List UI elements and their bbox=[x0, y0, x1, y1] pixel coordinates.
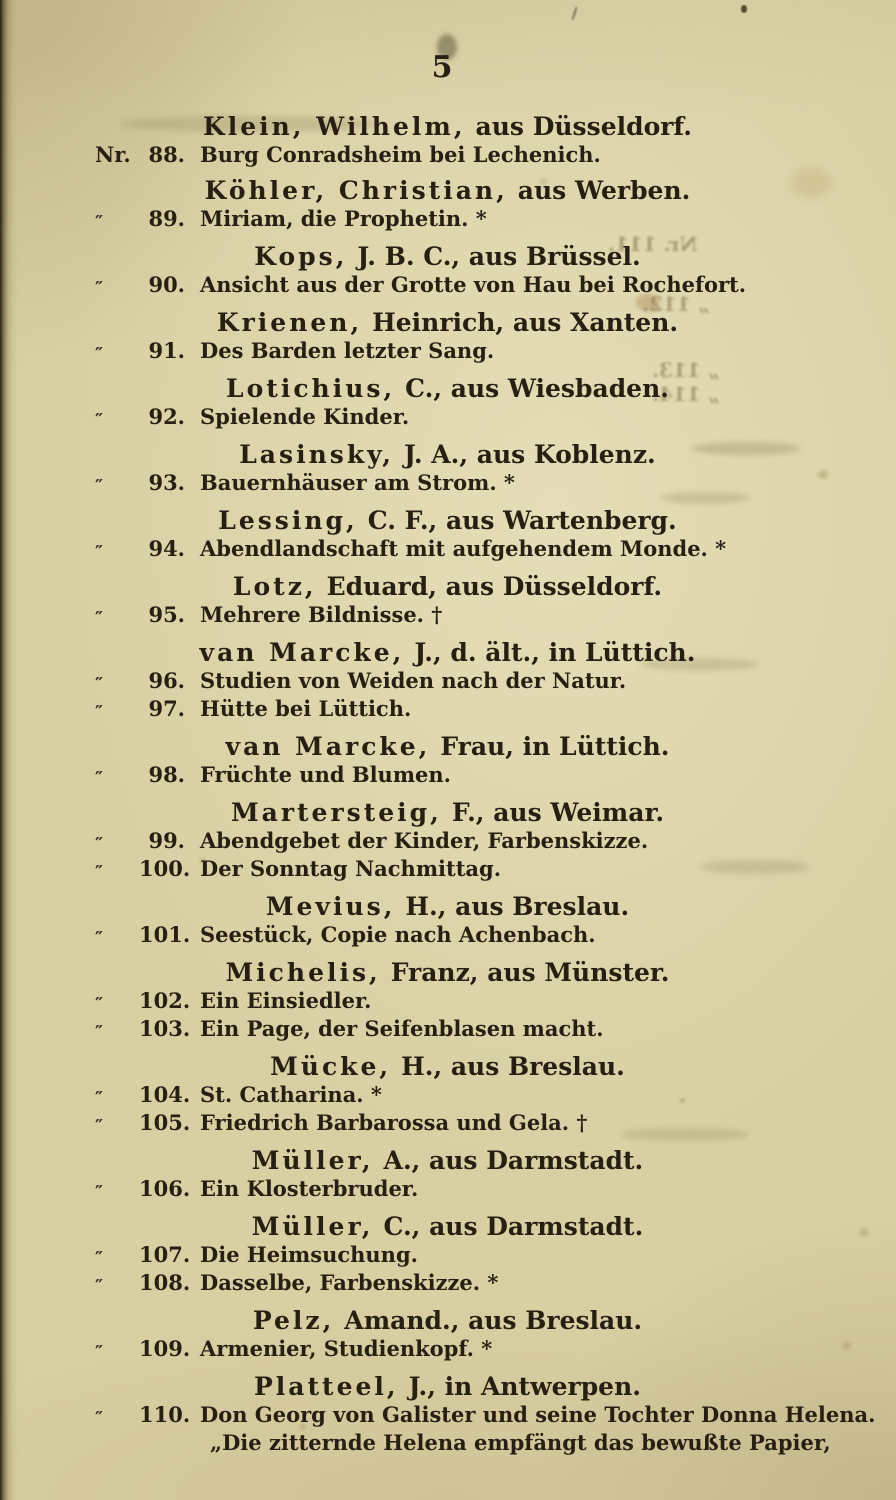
catalog-entry bbox=[95, 338, 840, 366]
artist-section-lotichius bbox=[95, 374, 840, 432]
entry-number: 103. bbox=[139, 1016, 191, 1041]
artist-name: Kops, bbox=[254, 242, 348, 271]
entry-number: 108. bbox=[139, 1270, 191, 1295]
artist-name: Mücke, bbox=[270, 1052, 392, 1081]
artist-name: Lessing, bbox=[218, 506, 358, 535]
entry-title: Spielende Kinder. bbox=[200, 404, 410, 429]
artist-origin: aus Werben. bbox=[517, 176, 691, 205]
ditto-mark: ″ bbox=[95, 212, 104, 233]
entry-prefix: Nr. bbox=[95, 142, 131, 167]
entry-title: Miriam, die Prophetin. * bbox=[200, 206, 487, 231]
ditto-mark: ″ bbox=[95, 344, 104, 365]
artist-heading bbox=[95, 440, 840, 470]
showthrough-text: „ 114. bbox=[652, 382, 720, 406]
entry-title: Burg Conradsheim bei Lechenich. bbox=[200, 142, 601, 167]
ditto-mark: ″ bbox=[95, 1276, 104, 1297]
page-content bbox=[95, 50, 876, 1456]
entry-number: 90. bbox=[148, 272, 185, 297]
artist-origin: J. A., aus Koblenz. bbox=[403, 440, 656, 469]
artist-heading bbox=[95, 958, 840, 988]
entry-number: 106. bbox=[139, 1176, 191, 1201]
catalog-entry bbox=[95, 1402, 876, 1430]
catalog-entry bbox=[95, 1082, 840, 1110]
entry-number: 101. bbox=[139, 922, 191, 947]
artist-heading bbox=[95, 1306, 840, 1336]
paper-stain bbox=[842, 1342, 851, 1349]
ditto-mark: ″ bbox=[95, 410, 104, 431]
catalog-entry bbox=[95, 988, 840, 1016]
entry-title: Bauernhäuser am Strom. * bbox=[200, 470, 515, 495]
entry-title: Ansicht aus der Grotte von Hau bei Rochefort. bbox=[200, 272, 747, 297]
page-gutter-shadow bbox=[0, 0, 18, 1500]
artist-section-mueller-a bbox=[95, 1146, 840, 1204]
artist-heading bbox=[95, 1212, 840, 1242]
catalog-entry bbox=[95, 1242, 840, 1270]
artist-origin: H., aus Breslau. bbox=[401, 1052, 625, 1081]
artist-section-van-marcke-frau bbox=[95, 732, 840, 790]
entry-number: 104. bbox=[139, 1082, 191, 1107]
ditto-mark: ″ bbox=[95, 1248, 104, 1269]
entry-title: St. Catharina. * bbox=[200, 1082, 382, 1107]
artist-name: Pelz, bbox=[252, 1306, 335, 1335]
artist-heading bbox=[95, 308, 840, 338]
catalog-entry bbox=[95, 404, 840, 432]
entry-title: Seestück, Copie nach Achenbach. bbox=[200, 922, 596, 947]
catalog-entry bbox=[95, 1270, 840, 1298]
catalog-entry bbox=[95, 602, 840, 630]
artist-heading bbox=[95, 374, 840, 404]
entry-number: 100. bbox=[139, 856, 191, 881]
artist-section-klein bbox=[95, 112, 840, 168]
ditto-mark: ″ bbox=[95, 608, 104, 629]
artist-origin: Amand., aus Breslau. bbox=[344, 1306, 643, 1335]
ditto-mark: ″ bbox=[95, 674, 104, 695]
artist-heading bbox=[95, 1372, 840, 1402]
artist-name: Martersteig, bbox=[230, 798, 442, 827]
catalog-entry-continuation bbox=[95, 1430, 840, 1456]
entry-number: 97. bbox=[148, 696, 185, 721]
ditto-mark: ″ bbox=[95, 1022, 104, 1043]
artist-heading bbox=[95, 1146, 840, 1176]
artist-origin: C., aus Wiesbaden. bbox=[405, 374, 669, 403]
entry-title: Abendlandschaft mit aufgehendem Monde. * bbox=[200, 536, 727, 561]
entry-title: Ein Einsiedler. bbox=[200, 988, 372, 1013]
catalog-list bbox=[95, 112, 876, 1456]
artist-origin: J., d. ält., in Lüttich. bbox=[414, 638, 696, 667]
artist-heading bbox=[95, 176, 840, 206]
ditto-mark: ″ bbox=[95, 476, 104, 497]
artist-section-kops bbox=[95, 242, 840, 300]
artist-name: Köhler, Christian, bbox=[204, 176, 508, 205]
catalog-entry bbox=[95, 1336, 840, 1364]
page-number: 5 bbox=[431, 50, 454, 85]
entry-number: 94. bbox=[148, 536, 185, 561]
artist-origin: Frau, in Lüttich. bbox=[440, 732, 670, 761]
entry-title: Hütte bei Lüttich. bbox=[200, 696, 412, 721]
catalog-entry bbox=[95, 1176, 840, 1204]
entry-title: Früchte und Blumen. bbox=[200, 762, 451, 787]
entry-title: Der Sonntag Nachmittag. bbox=[200, 856, 502, 881]
artist-origin: C. F., aus Wartenberg. bbox=[367, 506, 677, 535]
artist-name: Mevius, bbox=[265, 892, 396, 921]
showthrough-text: Nr. 111. bbox=[608, 232, 698, 256]
artist-origin: J. B. C., aus Brüssel. bbox=[357, 242, 641, 271]
paper-stain bbox=[860, 1228, 868, 1236]
catalog-entry bbox=[95, 696, 840, 724]
artist-section-koehler bbox=[95, 176, 840, 234]
artist-section-van-marcke-j bbox=[95, 638, 840, 724]
artist-heading bbox=[95, 242, 840, 272]
ditto-mark: ″ bbox=[95, 928, 104, 949]
artist-name: van Marcke, bbox=[225, 732, 431, 761]
entry-title: Ein Page, der Seifenblasen macht. bbox=[200, 1016, 604, 1041]
artist-name: van Marcke, bbox=[199, 638, 405, 667]
catalog-entry bbox=[95, 856, 840, 884]
entry-title: Mehrere Bildnisse. † bbox=[200, 602, 443, 627]
entry-title: Friedrich Barbarossa und Gela. † bbox=[200, 1110, 588, 1135]
ditto-mark: ″ bbox=[95, 278, 104, 299]
entry-number: 98. bbox=[148, 762, 185, 787]
catalog-entry bbox=[95, 1016, 840, 1044]
paper-stain bbox=[571, 6, 578, 21]
entry-number: 107. bbox=[139, 1242, 191, 1267]
catalog-entry bbox=[95, 762, 840, 790]
artist-origin: Franz, aus Münster. bbox=[390, 958, 670, 987]
catalog-entry bbox=[95, 828, 840, 856]
entry-title: Ein Klosterbruder. bbox=[200, 1176, 419, 1201]
artist-name: Lasinsky, bbox=[239, 440, 394, 469]
ditto-mark: ″ bbox=[95, 542, 104, 563]
catalog-entry bbox=[95, 470, 840, 498]
entry-title: Studien von Weiden nach der Natur. bbox=[200, 668, 627, 693]
catalog-entry bbox=[95, 142, 840, 168]
entry-title: „Die zitternde Helena empfängt das bewußte Papier, bbox=[210, 1430, 831, 1455]
artist-origin: F., aus Weimar. bbox=[451, 798, 665, 827]
showthrough-text: „ 113. bbox=[652, 358, 720, 382]
artist-name: Krienen, bbox=[216, 308, 363, 337]
artist-section-mueller-c bbox=[95, 1212, 840, 1298]
artist-section-mevius bbox=[95, 892, 840, 950]
artist-name: Klein, Wilhelm, bbox=[202, 112, 466, 141]
entry-number: 95. bbox=[148, 602, 185, 627]
artist-section-martersteig bbox=[95, 798, 840, 884]
artist-name: Müller, bbox=[251, 1212, 374, 1241]
catalog-entry bbox=[95, 922, 840, 950]
entry-number: 89. bbox=[148, 206, 185, 231]
artist-heading bbox=[95, 112, 840, 142]
entry-number: 99. bbox=[148, 828, 185, 853]
artist-section-krienen bbox=[95, 308, 840, 366]
artist-section-muecke bbox=[95, 1052, 840, 1138]
ditto-mark: ″ bbox=[95, 1088, 104, 1109]
entry-number: 88. bbox=[148, 142, 185, 167]
ditto-mark: ″ bbox=[95, 1182, 104, 1203]
artist-heading bbox=[95, 1052, 840, 1082]
artist-origin: J., in Antwerpen. bbox=[408, 1372, 641, 1401]
artist-heading bbox=[95, 638, 840, 668]
catalog-entry bbox=[95, 668, 840, 696]
entry-number: 105. bbox=[139, 1110, 191, 1135]
artist-name: Müller, bbox=[251, 1146, 374, 1175]
catalog-entry bbox=[95, 272, 840, 300]
artist-heading bbox=[95, 506, 840, 536]
artist-section-pelz bbox=[95, 1306, 840, 1364]
entry-title: Abendgebet der Kinder, Farbenskizze. bbox=[200, 828, 649, 853]
ditto-mark: ″ bbox=[95, 1342, 104, 1363]
catalog-entry bbox=[95, 1110, 840, 1138]
entry-number: 110. bbox=[139, 1402, 191, 1427]
entry-number: 96. bbox=[148, 668, 185, 693]
paper-stain bbox=[741, 5, 747, 13]
ditto-mark: ″ bbox=[95, 1116, 104, 1137]
artist-name: Lotz, bbox=[232, 572, 317, 601]
entry-title: Die Heimsuchung. bbox=[200, 1242, 418, 1267]
entry-title: Don Georg von Galister und seine Tochter Donna Helena. bbox=[200, 1402, 876, 1427]
entry-title: Des Barden letzter Sang. bbox=[200, 338, 495, 363]
ditto-mark: ″ bbox=[95, 702, 104, 723]
entry-title: Armenier, Studienkopf. * bbox=[200, 1336, 493, 1361]
entry-number: 93. bbox=[148, 470, 185, 495]
artist-origin: A., aus Darmstadt. bbox=[383, 1146, 644, 1175]
artist-section-lotz bbox=[95, 572, 840, 630]
ditto-mark: ″ bbox=[95, 1408, 104, 1429]
artist-section-michelis bbox=[95, 958, 840, 1044]
artist-heading bbox=[95, 572, 840, 602]
showthrough-text: „ 112. bbox=[642, 292, 710, 316]
catalog-entry bbox=[95, 206, 840, 234]
entry-number: 102. bbox=[139, 988, 191, 1013]
entry-number: 91. bbox=[148, 338, 185, 363]
artist-name: Lotichius, bbox=[226, 374, 396, 403]
artist-section-lessing bbox=[95, 506, 840, 564]
entry-number: 109. bbox=[139, 1336, 191, 1361]
artist-heading bbox=[95, 732, 840, 762]
artist-section-platteel bbox=[95, 1372, 876, 1456]
entry-number: 92. bbox=[148, 404, 185, 429]
entry-title: Dasselbe, Farbenskizze. * bbox=[200, 1270, 499, 1295]
artist-heading bbox=[95, 892, 840, 922]
artist-origin: Eduard, aus Düsseldorf. bbox=[326, 572, 663, 601]
artist-name: Michelis, bbox=[225, 958, 381, 987]
artist-section-lasinsky bbox=[95, 440, 840, 498]
artist-heading bbox=[95, 798, 840, 828]
artist-origin: H., aus Breslau. bbox=[405, 892, 630, 921]
ditto-mark: ″ bbox=[95, 834, 104, 855]
artist-origin: aus Düsseldorf. bbox=[475, 112, 693, 141]
artist-origin: C., aus Darmstadt. bbox=[383, 1212, 644, 1241]
artist-name: Platteel, bbox=[254, 1372, 399, 1401]
artist-origin: Heinrich, aus Xanten. bbox=[372, 308, 679, 337]
catalog-entry bbox=[95, 536, 840, 564]
ditto-mark: ″ bbox=[95, 994, 104, 1015]
ditto-mark: ″ bbox=[95, 862, 104, 883]
ditto-mark: ″ bbox=[95, 768, 104, 789]
